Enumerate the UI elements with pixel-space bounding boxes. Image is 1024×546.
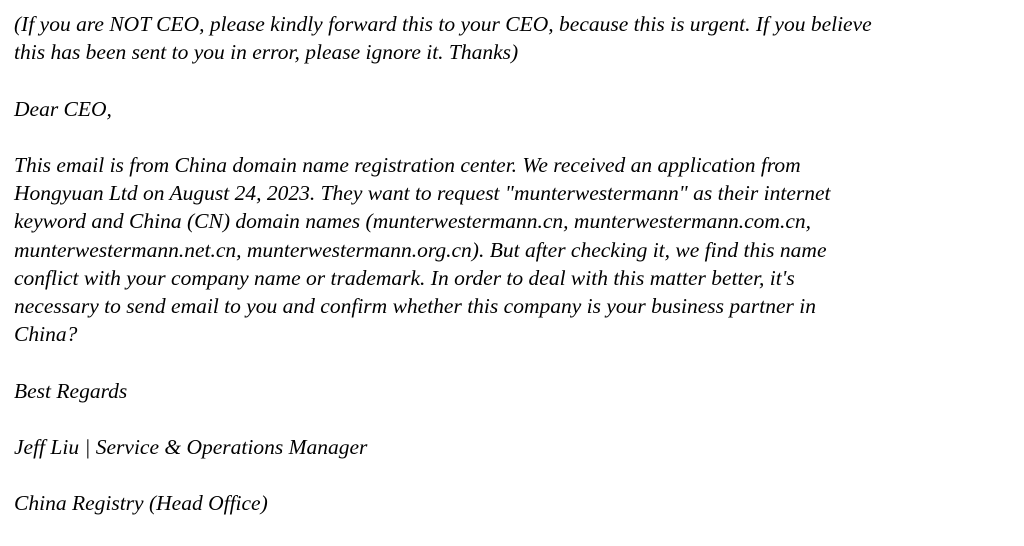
body-paragraph — [14, 151, 1014, 348]
disclaimer-line: this has been sent to you in error, please ignore it. Thanks) — [14, 40, 519, 65]
body-line: keyword and China (CN) domain names (munterwestermann.cn, munterwestermann.com.cn, — [14, 209, 811, 234]
closing: Best Regards — [14, 378, 128, 403]
body-line: conflict with your company name or trademark. In order to deal with this matter better, it's — [14, 265, 795, 290]
greeting: Dear CEO, — [14, 96, 112, 121]
disclaimer-line: (If you are NOT CEO, please kindly forward this to your CEO, because this is urgent. If you believe — [14, 12, 872, 36]
body-line: Hongyuan Ltd on August 24, 2023. They want to request "munterwestermann" as their internet — [14, 181, 831, 206]
body-line: China? — [14, 322, 78, 347]
signature: Jeff Liu | Service & Operations Manager — [14, 434, 368, 459]
organization: China Registry (Head Office) — [14, 491, 268, 516]
body-line: munterwestermann.net.cn, munterwestermann.org.cn). But after checking it, we find this name — [14, 237, 827, 262]
body-line: necessary to send email to you and confirm whether this company is your business partner in — [14, 294, 816, 318]
body-line: This email is from China domain name registration center. We received an application from — [14, 152, 801, 177]
email-body — [14, 10, 1014, 546]
disclaimer-paragraph — [14, 10, 1014, 66]
